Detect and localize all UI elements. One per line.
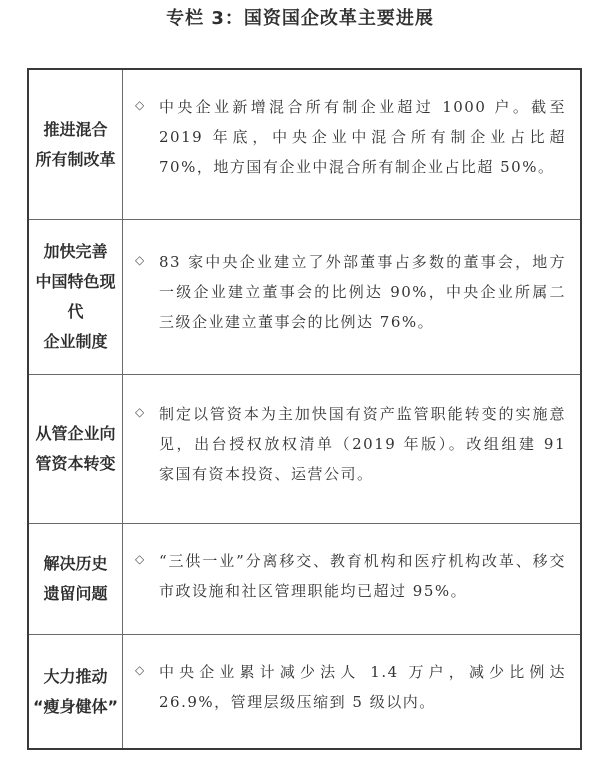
row-content-cell [123, 375, 580, 523]
row-content: “三供一业”分离移交、教育机构和医疗机构改革、移交市政设施和社区管理职能均已超过 95%。 [159, 552, 566, 600]
row-content-cell [123, 220, 580, 374]
table-row [29, 220, 580, 375]
row-content-cell [123, 70, 580, 219]
table-row [29, 70, 580, 220]
row-label-cell [29, 70, 123, 219]
diamond-bullet-icon: ◇ [135, 552, 145, 566]
diamond-bullet-icon: ◇ [135, 253, 145, 267]
row-label: 推进混合 所有制改革 [35, 119, 116, 169]
row-content: 制定以管资本为主加快国有资产监管职能转变的实施意见，出台授权放权清单（2019 年版）。改组组建 91 家国有资本投资、运营公司。 [159, 405, 566, 483]
table-row [29, 635, 580, 748]
row-label: 从管企业向 管资本转变 [35, 424, 116, 473]
row-content-cell [123, 635, 580, 748]
row-label-cell [29, 524, 123, 634]
row-content-cell [123, 524, 580, 634]
page-title: 专栏 3：国资国企改革主要进展 [166, 8, 434, 29]
row-label: 解决历史 遗留问题 [43, 554, 108, 603]
row-label-cell [29, 375, 123, 523]
row-label-cell [29, 635, 123, 748]
row-label: 大力推动 “瘦身健体” [32, 666, 119, 716]
table-row [29, 375, 580, 524]
diamond-bullet-icon: ◇ [135, 98, 145, 112]
row-content: 中央企业新增混合所有制企业超过 1000 户。截至 2019 年底，中央企业中混合所有制企业占比超 70%，地方国有企业中混合所有制企业占比超 50%。 [159, 98, 566, 176]
row-label: 加快完善 中国特色现代 企业制度 [35, 242, 116, 351]
table-row [29, 524, 580, 635]
row-content: 83 家中央企业建立了外部董事占多数的董事会，地方一级企业建立董事会的比例达 90%，中央企业所属二三级企业建立董事会的比例达 76%。 [159, 253, 566, 331]
row-content: 中央企业累计减少法人 1.4 万户，减少比例达 26.9%，管理层级压缩到 5 级以内。 [159, 663, 566, 711]
reform-table [27, 68, 582, 750]
row-label-cell [29, 220, 123, 374]
diamond-bullet-icon: ◇ [135, 405, 145, 419]
diamond-bullet-icon: ◇ [135, 663, 145, 677]
